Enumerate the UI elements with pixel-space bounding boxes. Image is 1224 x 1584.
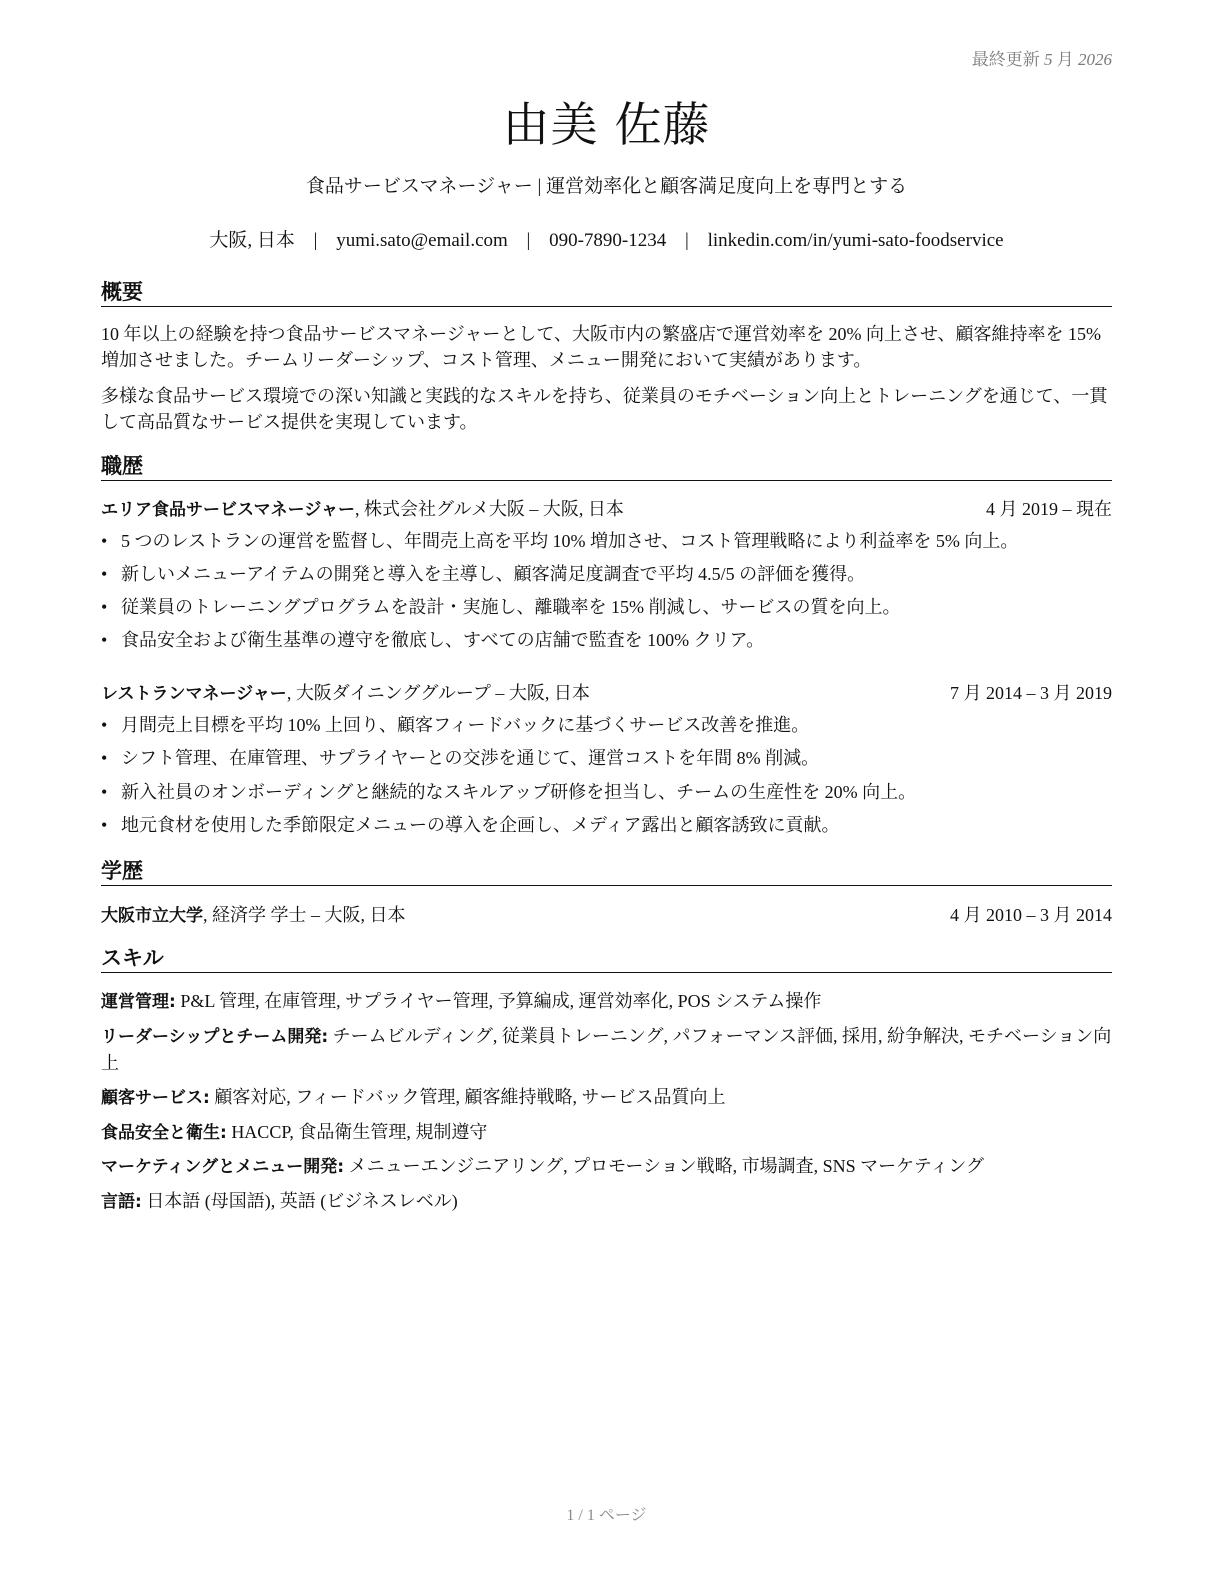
education-dates: 4 月 2010 – 3 月 2014 — [950, 905, 1112, 925]
education-entry — [101, 902, 1112, 929]
candidate-name: 由美 佐藤 — [502, 98, 711, 153]
contact-phone[interactable]: 090-7890-1234 — [549, 230, 667, 251]
contact-line — [101, 225, 1112, 252]
section-heading-education: 学歴 — [101, 858, 1112, 886]
skill-line — [101, 1119, 1112, 1146]
job-org: , 大阪ダイニンググループ – 大阪, 日本 — [286, 683, 590, 703]
skill-value: P&L 管理, 在庫管理, サプライヤー管理, 予算編成, 運営効率化, POS システム操作 — [175, 991, 822, 1011]
summary-paragraph: 多様な食品サービス環境での深い知識と実践的なスキルを持ち、従業員のモチベーション向上とトレーニングを通じて、一貫して高品質なサービス提供を実現しています。 — [101, 386, 1108, 432]
list-item — [101, 561, 1112, 587]
list-item — [101, 779, 1112, 805]
skill-line — [101, 988, 1112, 1015]
job-dates: 4 月 2019 – 現在 — [986, 499, 1112, 519]
last-updated-month-unit: 月 — [1056, 50, 1074, 69]
contact-separator: | — [526, 230, 531, 251]
skill-value: チームビルディング, 従業員トレーニング, パフォーマンス評価, 採用, 紛争解決, モチベーション向上 — [101, 1026, 1112, 1073]
contact-location: 大阪, 日本 — [209, 230, 295, 251]
job-header — [101, 680, 1112, 707]
bullet-text: シフト管理、在庫管理、サプライヤーとの交渉を通じて、運営コストを年間 8% 削減。 — [121, 748, 820, 768]
bullet-icon: • — [101, 782, 108, 802]
contact-email[interactable]: yumi.sato@email.com — [336, 230, 508, 251]
education-detail: , 経済学 学士 – 大阪, 日本 — [203, 905, 406, 925]
bullet-icon: • — [101, 597, 108, 617]
bullet-icon: • — [101, 564, 108, 584]
section-heading-experience: 職歴 — [101, 453, 1112, 481]
contact-separator: | — [313, 230, 318, 251]
skill-label: 言語: — [101, 1192, 142, 1212]
skill-value: 日本語 (母国語), 英語 (ビジネスレベル) — [141, 1191, 458, 1211]
last-updated-label: 最終更新 — [971, 50, 1040, 69]
tagline: 食品サービスマネージャー | 運営効率化と顧客満足度向上を専門とする — [305, 176, 908, 197]
page-number: 1 / 1 ページ — [566, 1507, 647, 1524]
list-item — [101, 812, 1112, 838]
skill-label: リーダーシップとチーム開発: — [101, 1027, 329, 1047]
skill-value: 顧客対応, フィードバック管理, 顧客維持戦略, サービス品質向上 — [209, 1087, 726, 1107]
bullet-text: 食品安全および衛生基準の遵守を徹底し、すべての店舗で監査を 100% クリア。 — [121, 630, 765, 650]
job-org: , 株式会社グルメ大阪 – 大阪, 日本 — [354, 499, 624, 519]
resume-page — [101, 0, 1112, 1584]
bullet-text: 新しいメニューアイテムの開発と導入を主導し、顧客満足度調査で平均 4.5/5 の評価を獲得。 — [121, 564, 866, 584]
skill-line — [101, 1023, 1112, 1076]
bullet-icon: • — [101, 748, 108, 768]
skill-value: HACCP, 食品衛生管理, 規制遵守 — [226, 1122, 488, 1142]
skill-label: マーケティングとメニュー開発: — [101, 1157, 345, 1177]
bullet-icon: • — [101, 630, 108, 650]
skill-line — [101, 1084, 1112, 1111]
list-item — [101, 627, 1112, 653]
bullet-icon: • — [101, 531, 108, 551]
bullet-text: 5 つのレストランの運営を監督し、年間売上高を平均 10% 増加させ、コスト管理戦略により利益率を 5% 向上。 — [121, 531, 1019, 551]
school-name: 大阪市立大学 — [101, 906, 203, 926]
summary-paragraph: 10 年以上の経験を持つ食品サービスマネージャーとして、大阪市内の繁盛店で運営効率を 20% 向上させ、顧客維持率を 15% 増加させました。チームリーダーシップ、コスト管理、メニュー開発において実績があります。 — [101, 324, 1102, 370]
list-item — [101, 594, 1112, 620]
bullet-text: 地元食材を使用した季節限定メニューの導入を企画し、メディア露出と顧客誘致に貢献。 — [121, 815, 840, 835]
job-header — [101, 496, 1112, 523]
contact-linkedin[interactable]: linkedin.com/in/yumi-sato-foodservice — [707, 230, 1004, 251]
skill-line — [101, 1153, 1112, 1180]
bullet-text: 新入社員のオンボーディングと継続的なスキルアップ研修を担当し、チームの生産性を 20% 向上。 — [121, 782, 917, 802]
bullet-text: 月間売上目標を平均 10% 上回り、顧客フィードバックに基づくサービス改善を推進。 — [121, 715, 810, 735]
job-dates: 7 月 2014 – 3 月 2019 — [950, 683, 1112, 703]
section-heading-summary: 概要 — [101, 279, 1112, 307]
list-item — [101, 745, 1112, 771]
last-updated-month: 5 — [1044, 50, 1053, 69]
skill-label: 運営管理: — [101, 992, 176, 1012]
job-title: レストランマネージャー — [101, 684, 287, 704]
section-heading-skills: スキル — [101, 945, 1112, 973]
last-updated — [972, 45, 1112, 70]
skill-line — [101, 1188, 1112, 1215]
bullet-icon: • — [101, 715, 108, 735]
list-item — [101, 712, 1112, 738]
job-title: エリア食品サービスマネージャー — [101, 500, 355, 520]
skill-value: メニューエンジニアリング, プロモーション戦略, 市場調査, SNS マーケティング — [344, 1156, 984, 1176]
bullet-icon: • — [101, 815, 108, 835]
bullet-text: 従業員のトレーニングプログラムを設計・実施し、離職率を 15% 削減し、サービスの質を向上。 — [121, 597, 901, 617]
skill-label: 食品安全と衛生: — [101, 1123, 227, 1143]
last-updated-year: 2026 — [1078, 50, 1112, 69]
contact-separator: | — [685, 230, 689, 251]
skill-label: 顧客サービス: — [101, 1088, 210, 1108]
list-item — [101, 528, 1112, 554]
